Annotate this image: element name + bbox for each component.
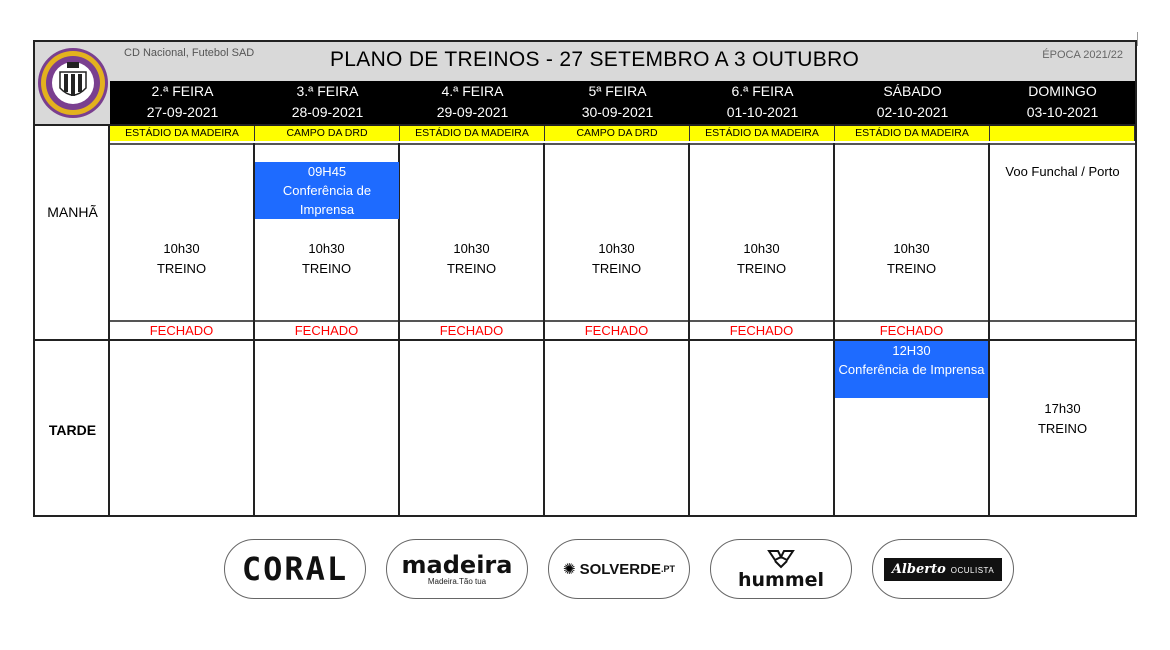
training-sat [835, 239, 988, 279]
session-label: TREINO [156, 261, 207, 276]
training-tue [255, 239, 398, 279]
training-wed [400, 239, 543, 279]
grid-line [110, 143, 1135, 145]
press-conference-sat [835, 341, 988, 398]
hummel-bee-icon [766, 548, 796, 570]
day-name: 5ª FEIRA [588, 83, 647, 99]
day-name: SÁBADO [883, 83, 942, 99]
alberto-suffix: OCULISTA [950, 565, 995, 575]
madeira-tagline: Madeira.Tão tua [427, 576, 487, 586]
session-label: TREINO [886, 261, 937, 276]
hummel-logo-text: hummel [737, 569, 825, 591]
venue-sun [990, 125, 1135, 141]
event-time: 12H30 [892, 343, 931, 358]
closed-fri: FECHADO [729, 323, 794, 338]
venue-tue: CAMPO DA DRD [255, 125, 400, 141]
sponsor-solverde[interactable] [548, 539, 690, 599]
day-date: 30-09-2021 [581, 104, 654, 120]
training-mon [110, 239, 253, 279]
club-crest-icon [36, 46, 110, 120]
training-thu [545, 239, 688, 279]
edge-tick [1137, 32, 1138, 46]
grid-line [988, 143, 990, 517]
sponsor-madeira[interactable] [386, 539, 528, 599]
session-label: TREINO [591, 261, 642, 276]
solverde-sun-icon: ✺ [563, 561, 576, 578]
season-label: ÉPOCA 2021/22 [1042, 49, 1123, 61]
closed-mon: FECHADO [149, 323, 214, 338]
solverde-logo-text: SOLVERDE [579, 560, 661, 578]
day-name: DOMINGO [1028, 83, 1097, 99]
coral-logo-text: CORAL [241, 550, 349, 588]
training-sun-afternoon [990, 399, 1135, 439]
session-time: 10h30 [163, 241, 200, 256]
venue-sat: ESTÁDIO DA MADEIRA [835, 125, 990, 141]
day-date: 27-09-2021 [146, 104, 219, 120]
event-label: Conferência de Imprensa [838, 362, 985, 377]
row-label-afternoon: TARDE [48, 422, 97, 438]
alberto-logo-text: Alberto [891, 561, 946, 577]
grid-line [108, 124, 110, 517]
session-time: 10h30 [308, 241, 345, 256]
day-name: 2.ª FEIRA [151, 83, 214, 99]
day-header-sat [835, 81, 990, 124]
madeira-logo-text: madeira [401, 550, 513, 579]
schedule-sheet [33, 40, 1137, 517]
day-date: 29-09-2021 [436, 104, 509, 120]
venue-mon: ESTÁDIO DA MADEIRA [110, 125, 255, 141]
session-time: 10h30 [598, 241, 635, 256]
event-label: Conferência de Imprensa [282, 183, 372, 217]
venue-thu: CAMPO DA DRD [545, 125, 690, 141]
closed-sat: FECHADO [879, 323, 944, 338]
day-header-fri [690, 81, 835, 124]
closed-tue: FECHADO [294, 323, 359, 338]
day-header-mon [110, 81, 255, 124]
day-date: 01-10-2021 [726, 104, 799, 120]
closed-thu: FECHADO [584, 323, 649, 338]
venue-fri: ESTÁDIO DA MADEIRA [690, 125, 835, 141]
session-label: TREINO [1037, 421, 1088, 436]
session-label: TREINO [301, 261, 352, 276]
day-name: 6.ª FEIRA [731, 83, 794, 99]
session-time: 10h30 [453, 241, 490, 256]
press-conference-tue [255, 162, 399, 219]
day-date: 28-09-2021 [291, 104, 364, 120]
sponsor-bar [0, 539, 1170, 601]
row-label-morning: MANHÃ [47, 204, 98, 220]
flight-sun: Voo Funchal / Porto [1005, 164, 1120, 179]
session-label: TREINO [736, 261, 787, 276]
session-time: 17h30 [1044, 401, 1081, 416]
sponsor-hummel[interactable] [710, 539, 852, 599]
session-time: 10h30 [743, 241, 780, 256]
club-logo [35, 42, 110, 124]
sponsor-alberto[interactable] [872, 539, 1014, 599]
event-time: 09H45 [307, 164, 347, 179]
day-name: 3.ª FEIRA [296, 83, 359, 99]
page-title: PLANO DE TREINOS - 27 SETEMBRO A 3 OUTUBRO [330, 48, 860, 71]
session-time: 10h30 [893, 241, 930, 256]
day-header-wed [400, 81, 545, 124]
session-label: TREINO [446, 261, 497, 276]
solverde-suffix: .PT [660, 564, 675, 574]
club-name: CD Nacional, Futebol SAD [124, 47, 255, 59]
day-header-tue [255, 81, 400, 124]
alberto-logo-box [884, 558, 1002, 581]
day-header-thu [545, 81, 690, 124]
grid-line [35, 124, 1135, 126]
day-header-sun [990, 81, 1135, 124]
day-date: 03-10-2021 [1026, 104, 1099, 120]
sponsor-coral[interactable] [224, 539, 366, 599]
training-fri [690, 239, 833, 279]
venue-wed: ESTÁDIO DA MADEIRA [400, 125, 545, 141]
day-name: 4.ª FEIRA [441, 83, 504, 99]
closed-wed: FECHADO [439, 323, 504, 338]
day-date: 02-10-2021 [876, 104, 949, 120]
